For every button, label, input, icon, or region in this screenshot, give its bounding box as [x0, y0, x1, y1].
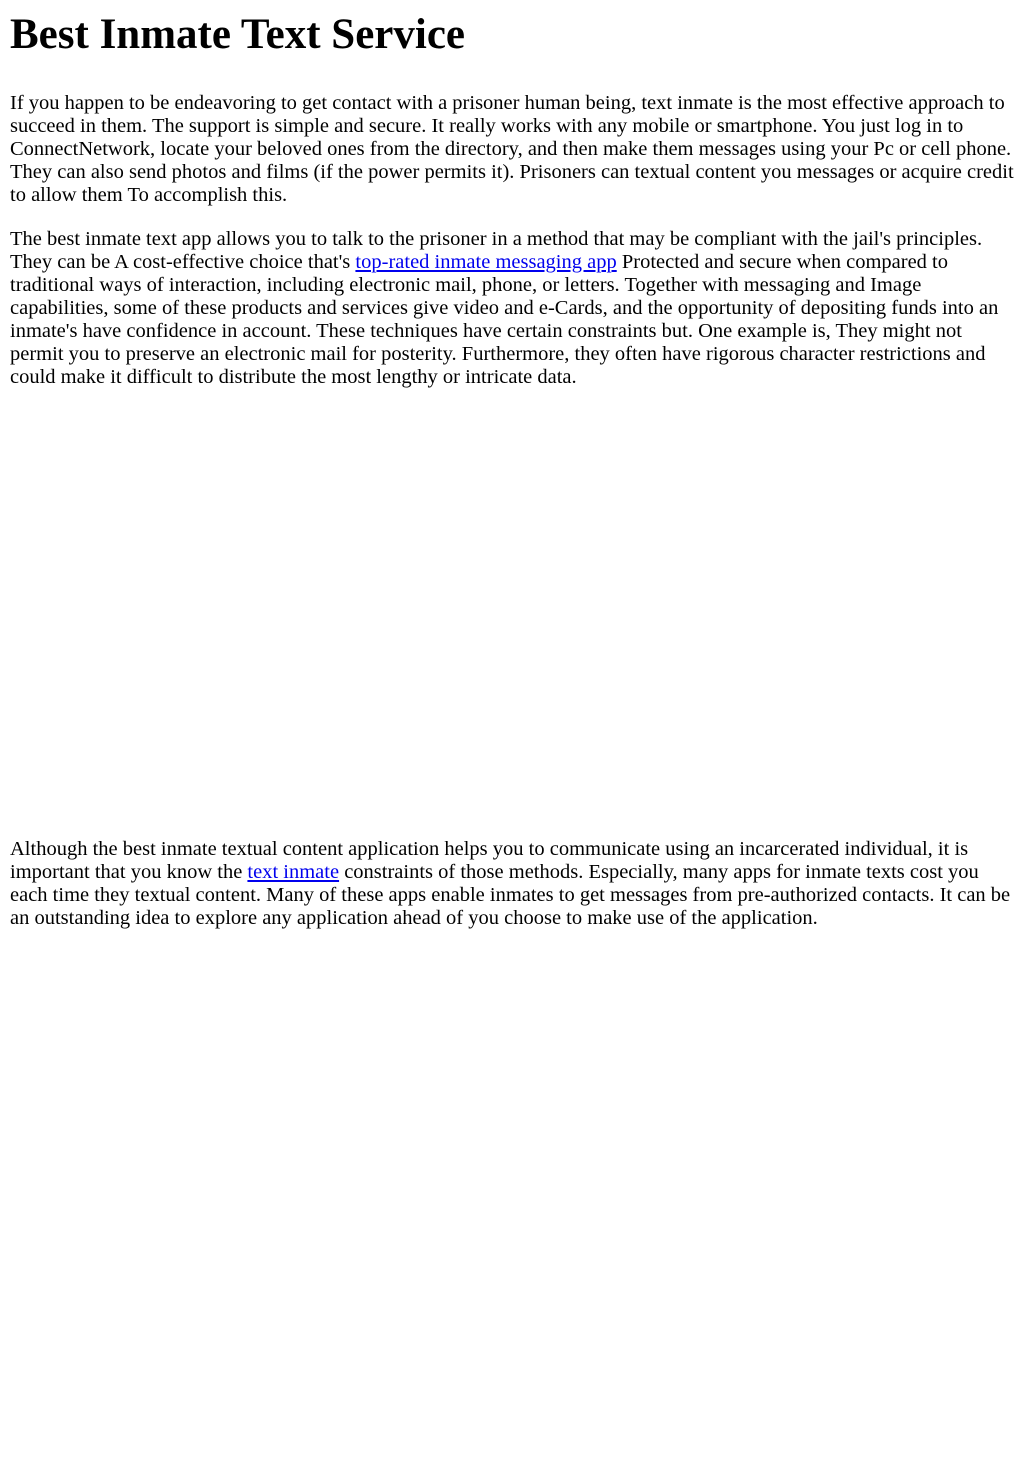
- paragraph-text: The best inmate text app allows you to talk to the prisoner in a method that may be compliant with the jail's principles. They can be A cost-effective choice that's: [10, 228, 983, 273]
- paragraph-app-overview: [10, 228, 1014, 389]
- blank-space: [10, 389, 1014, 838]
- paragraph-text: Although the best inmate textual content application helps you to communicate using an incarcerated individual, it is important that you know the: [10, 838, 969, 883]
- top-rated-app-link[interactable]: top-rated inmate messaging app: [355, 251, 617, 273]
- paragraph-text: Protected and secure when compared to traditional ways of interaction, including electronic mail, phone, or letters. Together with messaging and Image capabilities, some of these products and services give video and e-Cards, and the opportunity of depositing funds into an inmate's have confidence in account. These techniques have certain constraints but. One example is, They might not permit you to preserve an electronic mail for posterity. Furthermore, they often have rigorous character restrictions and could make it difficult to distribute the most lengthy or intricate data.: [10, 251, 999, 388]
- text-inmate-link[interactable]: text inmate: [247, 861, 340, 883]
- page-title: Best Inmate Text Service: [10, 11, 466, 58]
- paragraph-constraints: [10, 838, 1014, 930]
- paragraph-text: constraints of those methods. Especially, many apps for inmate texts cost you each time they textual content. Many of these apps enable inmates to get messages from pre-authorized contacts. It can be an outstanding idea to explore any application ahead of you choose to make use of the application.: [10, 861, 1011, 929]
- article-page: [0, 10, 1024, 930]
- paragraph-intro: If you happen to be endeavoring to get contact with a prisoner human being, text inmate is the most effective approach to succeed in them. The support is simple and secure. It really works with any mobile or smartphone. You just log in to ConnectNetwork, locate your beloved ones from the directory, and then make them messages using your Pc or cell phone. They can also send photos and films (if the power permits it). Prisoners can textual content you messages or acquire credit to allow them To accomplish this.: [10, 92, 1014, 206]
